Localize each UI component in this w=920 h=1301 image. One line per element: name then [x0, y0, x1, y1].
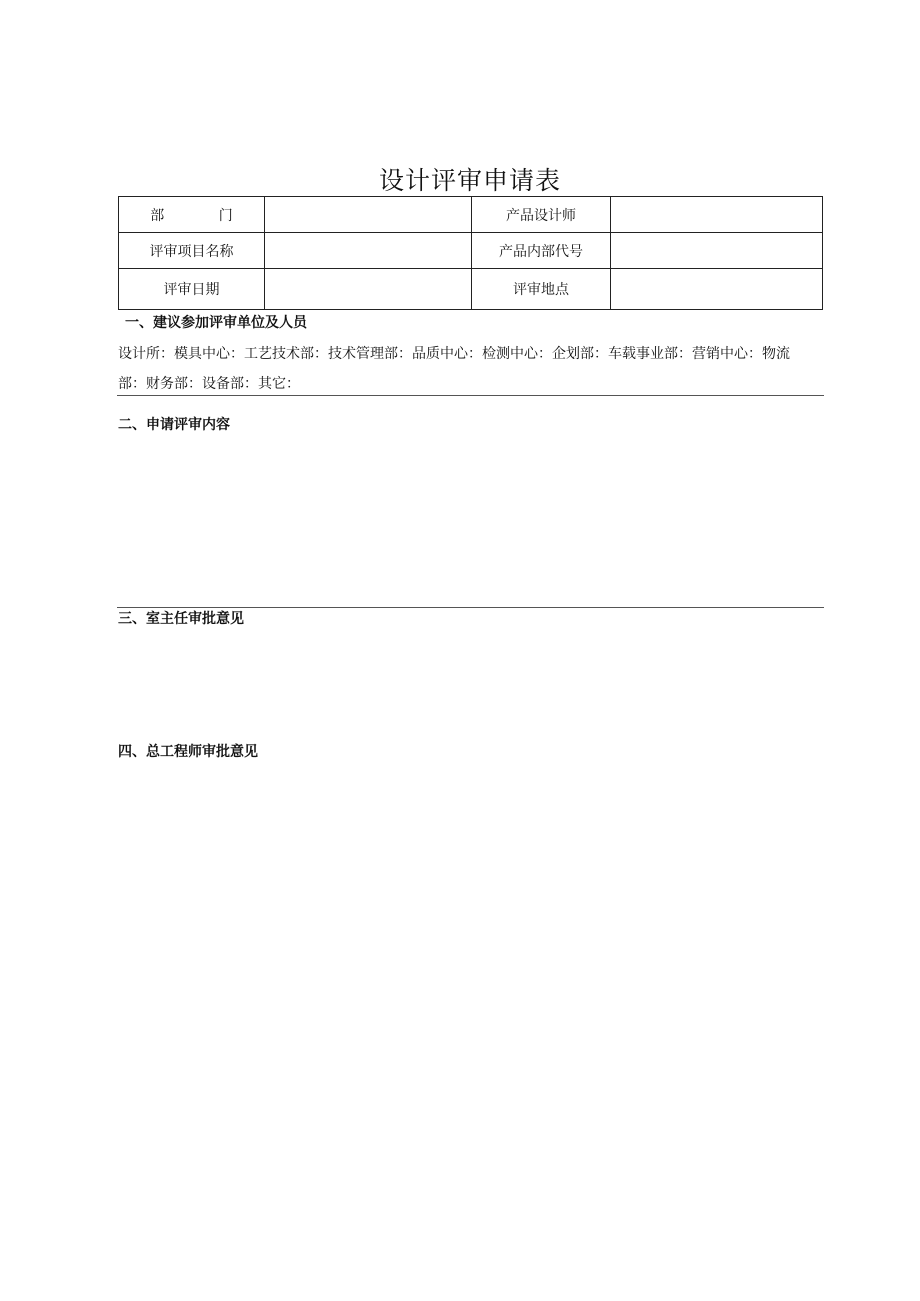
section-heading-office-director: 三、室主任审批意见 [118, 611, 244, 627]
product-designer-label: 产品设计师 [472, 197, 611, 233]
project-name-label: 评审项目名称 [119, 233, 265, 269]
section-heading-review-content: 二、申请评审内容 [118, 417, 230, 433]
internal-code-label: 产品内部代号 [472, 233, 611, 269]
table-row [119, 269, 823, 310]
review-date-field[interactable] [265, 269, 472, 310]
department-label: 部 门 [119, 197, 265, 233]
info-table [118, 196, 823, 310]
table-row [119, 233, 823, 269]
review-location-field[interactable] [611, 269, 823, 310]
review-location-label: 评审地点 [472, 269, 611, 310]
section-heading-participants: 一、建议参加评审单位及人员 [125, 315, 307, 331]
divider [117, 395, 824, 396]
page-title: 设计评审申请表 [378, 166, 561, 195]
review-date-label: 评审日期 [119, 269, 265, 310]
section-heading-chief-engineer: 四、总工程师审批意见 [118, 744, 258, 760]
internal-code-field[interactable] [611, 233, 823, 269]
divider [117, 607, 824, 608]
product-designer-field[interactable] [611, 197, 823, 233]
department-field[interactable] [265, 197, 472, 233]
participants-list: 设计所：模具中心：工艺技术部：技术管理部：品质中心：检测中心：企划部：车载事业部：营销中心：物流部：财务部：设备部：其它： [118, 346, 790, 392]
project-name-field[interactable] [265, 233, 472, 269]
table-row [119, 197, 823, 233]
